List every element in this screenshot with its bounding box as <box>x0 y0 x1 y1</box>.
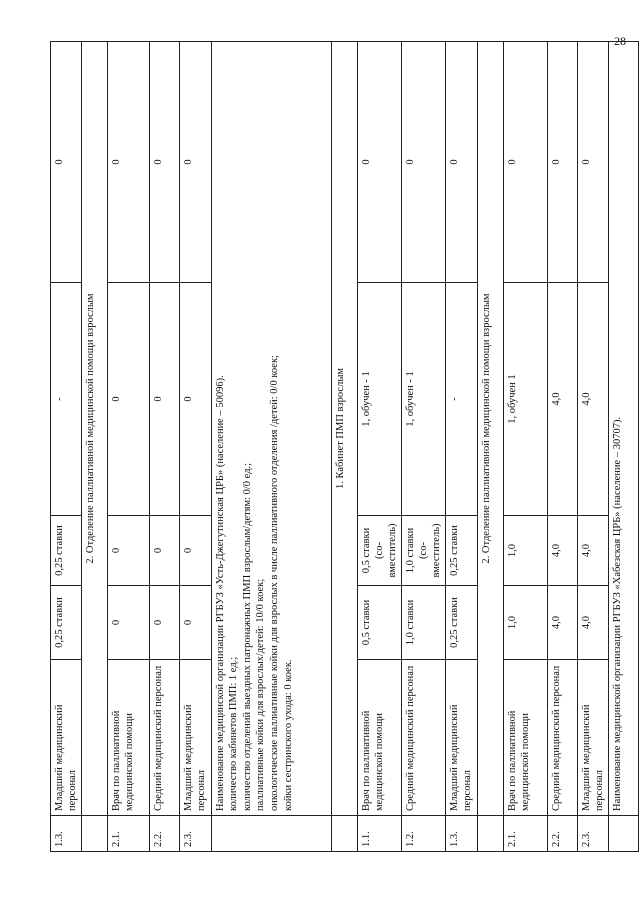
value-cell: 0 <box>108 516 150 586</box>
organization-info-line: онкологические паллиативные койки для взрослых в числе паллиативного отделения /детей: 0/0 коек; <box>269 355 281 811</box>
value-cell: 0 <box>446 42 477 283</box>
value-cell: 4,0 <box>547 283 577 516</box>
position-name-cell: Младший медицинский персонал <box>577 660 608 816</box>
value-cell: 0 <box>108 42 150 283</box>
empty-cell <box>331 816 357 852</box>
value-cell: 0 <box>150 42 180 283</box>
table-row <box>401 42 445 852</box>
value-cell: - <box>446 283 477 516</box>
row-number-cell: 1.3. <box>446 816 477 852</box>
empty-cell <box>608 816 638 852</box>
staffing-table <box>50 41 639 852</box>
value-cell: 0,25 ставки <box>446 586 477 660</box>
position-name-cell: Врач по паллиативной медицинской помощи <box>503 660 547 816</box>
value-cell: 0 <box>150 586 180 660</box>
position-name-cell: Врач по паллиативной медицинской помощи <box>357 660 401 816</box>
table-row <box>357 42 401 852</box>
organization-info <box>608 42 638 816</box>
value-cell: 1,0 ставки <box>401 586 445 660</box>
table-row <box>547 42 577 852</box>
table-row <box>577 42 608 852</box>
value-cell: 4,0 <box>547 516 577 586</box>
value-cell: 0 <box>150 283 180 516</box>
value-cell: 4,0 <box>577 586 608 660</box>
value-cell: 4,0 <box>547 586 577 660</box>
organization-info-line: Наименование медицинской организации РГБУЗ «Усть-Джегутинская ЦРБ» (население – 50096). <box>214 375 226 811</box>
row-number-cell: 2.1. <box>108 816 150 852</box>
value-cell: 0,25 ставки <box>446 516 477 586</box>
table-row <box>180 42 211 852</box>
row-number-cell: 2.2. <box>150 816 180 852</box>
section-header-row <box>477 42 503 852</box>
value-cell: 0 <box>108 283 150 516</box>
value-cell: 0,25 ставки <box>51 586 82 660</box>
value-cell: 1,0 <box>503 516 547 586</box>
value-cell: 1, обучен - 1 <box>401 283 445 516</box>
value-cell: 0 <box>401 42 445 283</box>
organization-info <box>211 42 331 816</box>
organization-row <box>608 42 638 852</box>
empty-cell <box>477 816 503 852</box>
value-cell: 0 <box>577 42 608 283</box>
position-name-cell: Средний медицинский персонал <box>401 660 445 816</box>
row-number-cell: 1.2. <box>401 816 445 852</box>
table-row <box>503 42 547 852</box>
value-cell: 0 <box>357 42 401 283</box>
value-cell: 0 <box>180 516 211 586</box>
position-name-cell: Младший медицинский персонал <box>51 660 82 816</box>
section-title: 1. Кабинет ПМП взрослым <box>331 42 357 816</box>
value-cell: 0 <box>180 283 211 516</box>
page-number: 28 <box>614 34 626 48</box>
value-cell: 0,5 ставки <box>357 586 401 660</box>
organization-info-line: койки сестринского ухода: 0 коек. <box>282 659 294 811</box>
section-title: 2. Отделение паллиативной медицинской помощи взрослым <box>82 42 108 816</box>
value-cell: 4,0 <box>577 283 608 516</box>
row-number-cell: 1.1. <box>357 816 401 852</box>
row-number-cell: 1.3. <box>51 816 82 852</box>
organization-info-line: Наименование медицинской организации РГБУЗ «Хабезская ЦРБ» (население – 30707). <box>611 416 623 811</box>
table-row <box>51 42 82 852</box>
organization-info-line: количество отделений выездных патронажных ПМП взрослым/детям: 0/0 ед.; <box>241 462 253 811</box>
value-cell: 1, обучен 1 <box>503 283 547 516</box>
table-row <box>150 42 180 852</box>
position-name-cell: Врач по паллиативной медицинской помощи <box>108 660 150 816</box>
position-name-cell: Младший медицинский персонал <box>446 660 477 816</box>
value-cell: - <box>51 283 82 516</box>
row-number-cell: 2.3. <box>180 816 211 852</box>
section-header-row <box>331 42 357 852</box>
position-name-cell: Средний медицинский персонал <box>547 660 577 816</box>
value-cell: 0 <box>547 42 577 283</box>
organization-info-line: паллиативные койки для взрослых/детей: 10/0 коек; <box>255 578 267 811</box>
staffing-table-body <box>51 42 639 852</box>
value-cell: 0,25 ставки <box>51 516 82 586</box>
section-title: 2. Отделение паллиативной медицинской помощи взрослым <box>477 42 503 816</box>
row-number-cell: 2.3. <box>577 816 608 852</box>
position-name-cell: Средний медицинский персонал <box>150 660 180 816</box>
value-cell: 0 <box>150 516 180 586</box>
organization-info-line: количество кабинетов ПМП: 1 ед.; <box>228 656 240 811</box>
position-name-cell: Младший медицинский персонал <box>180 660 211 816</box>
row-number-cell: 2.1. <box>503 816 547 852</box>
value-cell: 0 <box>108 586 150 660</box>
table-row <box>446 42 477 852</box>
empty-cell <box>211 816 331 852</box>
table-row <box>108 42 150 852</box>
value-cell: 0 <box>51 42 82 283</box>
organization-row <box>211 42 331 852</box>
value-cell: 0,5 ставки (со-вместитель) <box>357 516 401 586</box>
row-number-cell: 2.2. <box>547 816 577 852</box>
value-cell: 0 <box>180 586 211 660</box>
rotated-table-container <box>50 42 623 852</box>
value-cell: 0 <box>503 42 547 283</box>
section-header-row <box>82 42 108 852</box>
value-cell: 0 <box>180 42 211 283</box>
value-cell: 1,0 ставки (со-вместитель) <box>401 516 445 586</box>
value-cell: 1, обучен - 1 <box>357 283 401 516</box>
empty-cell <box>82 816 108 852</box>
value-cell: 1,0 <box>503 586 547 660</box>
value-cell: 4,0 <box>577 516 608 586</box>
